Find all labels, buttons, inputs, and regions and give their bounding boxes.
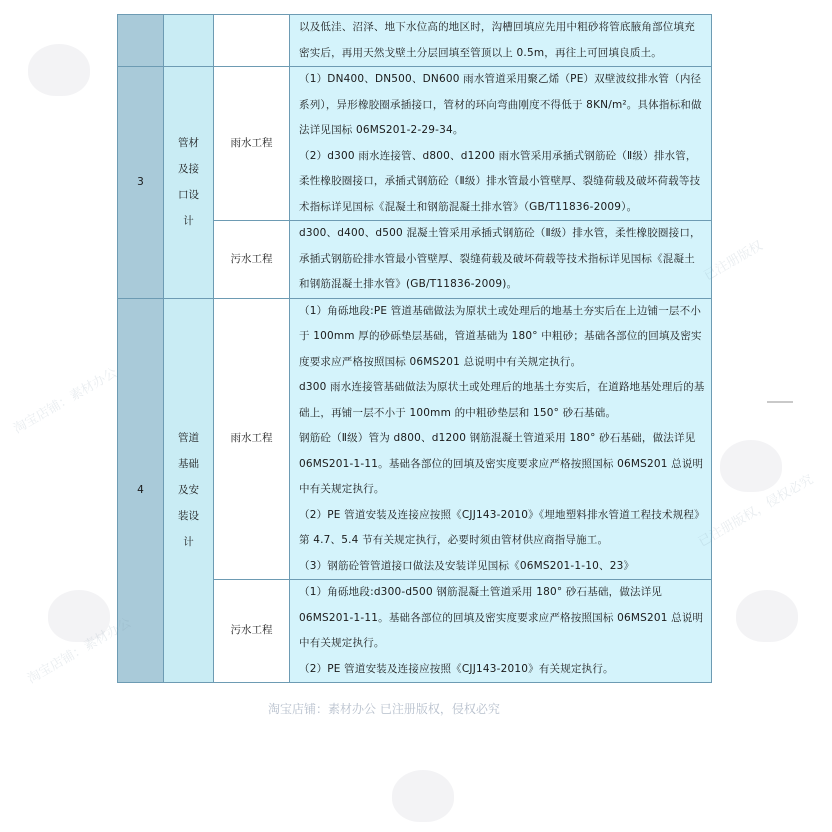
table-row: [118, 67, 712, 221]
sub-item-cell: 雨水工程: [214, 298, 290, 580]
content-cell: [290, 580, 712, 683]
watermark-elephant: [736, 590, 798, 642]
paragraph: （2）PE 管道安装及连接应按照《CJJ143-2010》有关规定执行。: [299, 662, 614, 675]
content-cell: [290, 67, 712, 221]
watermark-elephant: [28, 44, 90, 96]
item-name-cell: [164, 15, 214, 67]
paragraph: 以及低洼、沼泽、地下水位高的地区时，沟槽回填应先用中粗砂将管底腋角部位填充密实后，再用天然戈壁土分层回填至管顶以上 0.5m，再往上可回填良质土。: [299, 21, 695, 59]
watermark-elephant: [48, 590, 110, 642]
watermark-text: 淘宝店铺：素材办公: [25, 615, 134, 687]
paragraph: 钢筋砼（Ⅱ级）管为 d800、d1200 钢筋混凝土管道采用 180° 砂石基础，做法详见 06MS201-1-11。基础各部位的回填及密实度要求应严格按照国标 06MS201 总说明中有关规定执行。: [299, 432, 704, 495]
divider: [767, 401, 793, 403]
table-row: [118, 298, 712, 580]
paragraph: （2）d300 雨水连接管、d800、d1200 雨水管采用承插式钢筋砼（Ⅱ级）排水管，柔性橡胶圈接口，承插式钢筋砼（Ⅱ级）排水管最小管壁厚、裂缝荷载及破坏荷载等技术指标详见国标《混凝土和钢筋混凝土排水管》（GB/T11836-2009）。: [299, 149, 701, 213]
sub-item-cell: 污水工程: [214, 221, 290, 299]
paragraph: d300、d400、d500 混凝土管采用承插式钢筋砼（Ⅱ级）排水管，柔性橡胶圈接口，承插式钢筋砼排水管最小管壁厚、裂缝荷载及破坏荷载等技术指标详见国标《混凝土和钢筋混凝土排水管》(GB/T11836-2009)。: [299, 227, 701, 290]
watermark-elephant: [720, 440, 782, 492]
content-cell: [290, 298, 712, 580]
item-name-cell: [164, 67, 214, 299]
watermark-text: 已注册版权，侵权必究: [695, 472, 817, 551]
paragraph: （3）钢筋砼管管道接口做法及安装详见国标《06MS201-1-10、23》: [299, 559, 635, 572]
paragraph: （1）角砾地段:PE 管道基础做法为原状土或处理后的地基土夯实后在上边铺一层不小于 100mm 厚的砂砾垫层基础，管道基础为 180° 中粗砂；基础各部位的回填及密实度要求应严格按照国标 06MS201 总说明中有关规定执行。: [299, 304, 702, 368]
item-name: 管道基础及安装设计: [178, 432, 199, 549]
row-number-cell: 3: [118, 67, 164, 299]
item-name-cell: [164, 298, 214, 683]
footer-watermark: 淘宝店铺：素材办公 已注册版权，侵权必究: [268, 702, 500, 716]
paragraph: d300 雨水连接管基础做法为原状土或处理后的地基土夯实后，在道路地基处理后的基础上，再铺一层不小于 100mm 的中粗砂垫层和 150° 砂石基础。: [299, 381, 705, 419]
sub-item-cell: 雨水工程: [214, 67, 290, 221]
paragraph: （1）DN400、DN500、DN600 雨水管道采用聚乙烯（PE）双壁波纹排水管（内径系列），异形橡胶圈承插接口，管材的环向弯曲刚度不得低于 8KN/m²。具体指标和做法详见国标 06MS201-2-29-34。: [299, 73, 702, 136]
paragraph: （1）角砾地段:d300-d500 钢筋混凝土管道采用 180° 砂石基础，做法详见 06MS201-1-11。基础各部位的回填及密实度要求应严格按照国标 06MS201 总说明中有关规定执行。: [299, 586, 704, 649]
paragraph: （2）PE 管道安装及连接应按照《CJJ143-2010》《埋地塑料排水管道工程技术规程》第 4.7、5.4 节有关规定执行，必要时须由管材供应商指导施工。: [299, 508, 705, 546]
item-name: 管材及接口设计: [178, 137, 199, 228]
spec-table: [117, 14, 712, 683]
watermark-elephant: [392, 770, 454, 822]
table-row: [118, 15, 712, 67]
watermark-text: 淘宝店铺：素材办公: [11, 365, 120, 437]
watermark-text: 已注册版权: [701, 238, 766, 284]
content-cell: [290, 221, 712, 299]
sub-item-cell: [214, 15, 290, 67]
row-number-cell: 4: [118, 298, 164, 683]
row-number-cell: [118, 15, 164, 67]
content-cell: [290, 15, 712, 67]
sub-item-cell: 污水工程: [214, 580, 290, 683]
